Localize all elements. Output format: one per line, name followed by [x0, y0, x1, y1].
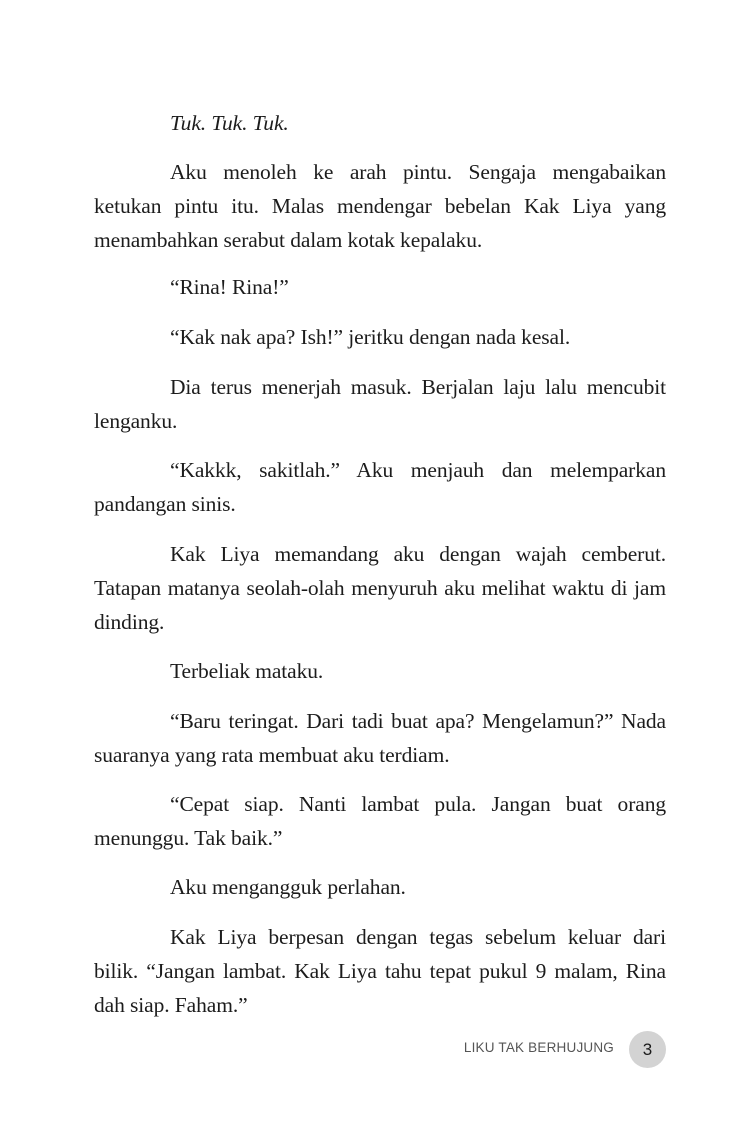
- paragraph-knock-sound: Tuk. Tuk. Tuk.: [170, 111, 289, 135]
- paragraph: Aku menoleh ke arah pintu. Sengaja mengabaikan ketukan pintu itu. Malas mendengar bebelan Kak Liya yang menambahkan serabut dalam kotak kepalaku.: [94, 160, 666, 252]
- paragraph: Terbeliak mataku.: [170, 659, 324, 683]
- page-footer: [0, 1030, 750, 1070]
- paragraph: Dia terus menerjah masuk. Berjalan laju lalu mencubit lenganku.: [94, 375, 666, 433]
- paragraph-dialogue: “Rina! Rina!”: [170, 275, 289, 299]
- page-number-badge: 3: [629, 1031, 666, 1068]
- running-title: LIKU TAK BERHUJUNG: [463, 1040, 614, 1055]
- paragraph: Kak Liya berpesan dengan tegas sebelum keluar dari bilik. “Jangan lambat. Kak Liya tahu tepat pukul 9 malam, Rina dah siap. Faham.”: [94, 925, 666, 1017]
- paragraph-dialogue: “Kakkk, sakitlah.” Aku menjauh dan melemparkan pandangan sinis.: [94, 458, 666, 516]
- paragraph-dialogue: “Kak nak apa? Ish!” jeritku dengan nada kesal.: [170, 325, 571, 349]
- paragraph: Aku mengangguk perlahan.: [170, 875, 406, 899]
- paragraph: Kak Liya memandang aku dengan wajah cemberut. Tatapan matanya seolah-olah menyuruh aku melihat waktu di jam dinding.: [94, 542, 666, 634]
- paragraph-dialogue: “Cepat siap. Nanti lambat pula. Jangan buat orang menunggu. Tak baik.”: [94, 792, 666, 850]
- paragraph-dialogue: “Baru teringat. Dari tadi buat apa? Mengelamun?” Nada suaranya yang rata membuat aku terdiam.: [94, 709, 666, 767]
